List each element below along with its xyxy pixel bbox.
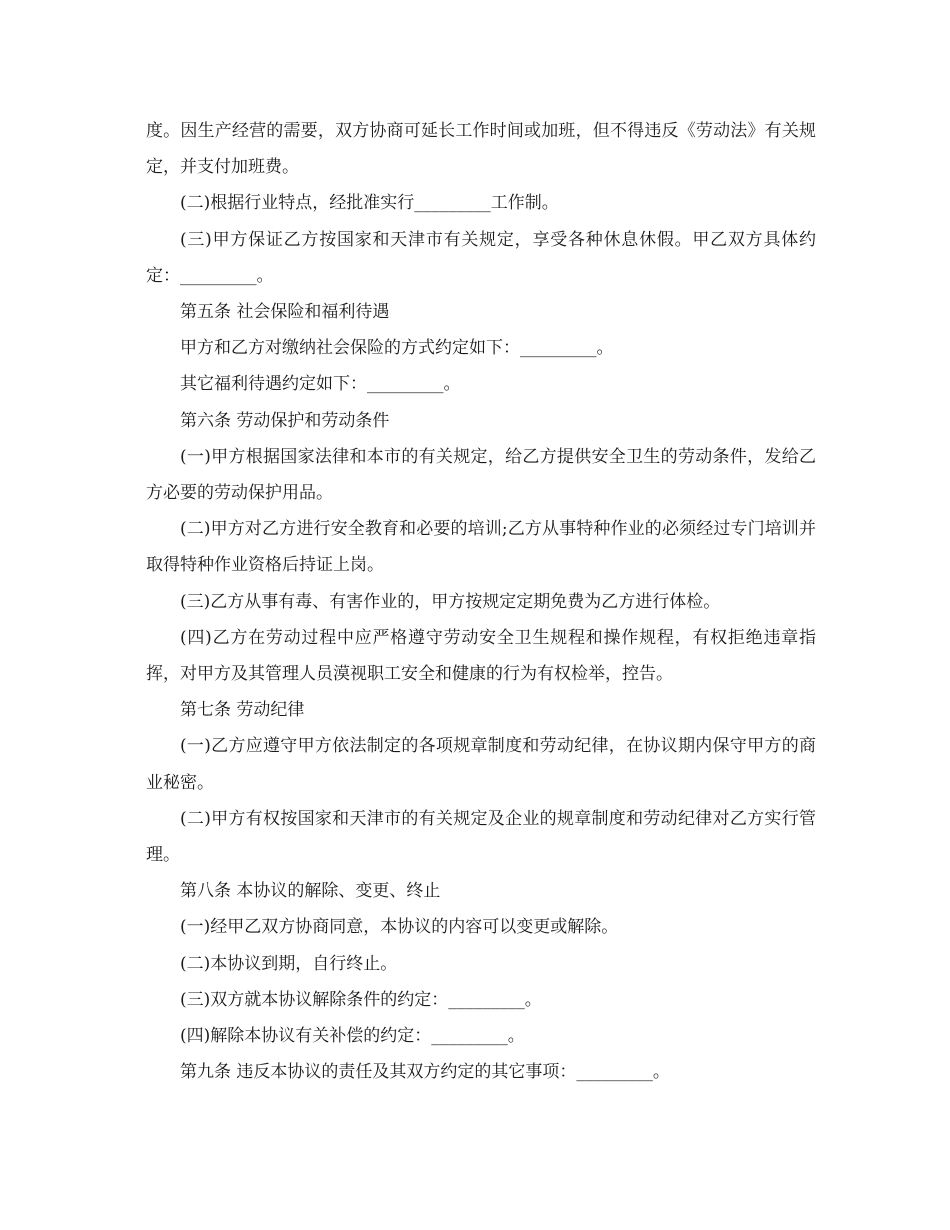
paragraph-clause-3: (三)甲方保证乙方按国家和天津市有关规定，享受各种休息休假。甲乙双方具体约定：_________。 — [146, 229, 816, 286]
paragraph-protection-4: (四)乙方在劳动过程中应严格遵守劳动安全卫生规程和操作规程，有权拒绝违章指挥，对甲方及其管理人员漠视职工安全和健康的行为有权检举，控告。 — [146, 627, 816, 685]
paragraph-protection-3: (三)乙方从事有毒、有害作业的，甲方按规定定期免费为乙方进行体检。 — [180, 591, 721, 612]
paragraph-protection-2: (二)甲方对乙方进行安全教育和必要的培训;乙方从事特种作业的必须经过专门培训并取得特种作业资格后持证上岗。 — [146, 519, 816, 576]
article-6-heading: 第六条 劳动保护和劳动条件 — [180, 410, 390, 431]
paragraph-termination-1: (一)经甲乙双方协商同意，本协议的内容可以变更或解除。 — [180, 917, 619, 938]
paragraph-insurance: 甲方和乙方对缴纳社会保险的方式约定如下：_________。 — [180, 338, 614, 359]
paragraph-welfare: 其它福利待遇约定如下：_________。 — [180, 374, 461, 395]
paragraph-discipline-2: (二)甲方有权按国家和天津市的有关规定及企业的规章制度和劳动纪律对乙方实行管理。 — [146, 808, 816, 866]
paragraph-termination-3: (三)双方就本协议解除条件的约定：_________。 — [180, 989, 542, 1010]
article-7-heading: 第七条 劳动纪律 — [180, 700, 305, 721]
paragraph-discipline-1: (一)乙方应遵守甲方依法制定的各项规章制度和劳动纪律，在协议期内保守甲方的商业秘密。 — [146, 736, 816, 793]
article-9-heading: 第九条 违反本协议的责任及其双方约定的其它事项：_________。 — [180, 1062, 670, 1083]
document-body — [146, 113, 816, 1090]
paragraph-protection-1: (一)甲方根据国家法律和本市的有关规定，给乙方提供安全卫生的劳动条件，发给乙方必要的劳动保护用品。 — [146, 446, 816, 504]
paragraph-continuation: 度。因生产经营的需要，双方协商可延长工作时间或加班，但不得违反《劳动法》有关规定，并支付加班费。 — [146, 121, 816, 178]
paragraph-termination-4: (四)解除本协议有关补偿的约定：_________。 — [180, 1026, 525, 1047]
article-5-heading: 第五条 社会保险和福利待遇 — [180, 302, 390, 323]
article-8-heading: 第八条 本协议的解除、变更、终止 — [180, 881, 441, 902]
paragraph-clause-2: (二)根据行业特点，经批准实行_________工作制。 — [180, 193, 559, 214]
paragraph-termination-2: (二)本协议到期，自行终止。 — [180, 953, 398, 974]
